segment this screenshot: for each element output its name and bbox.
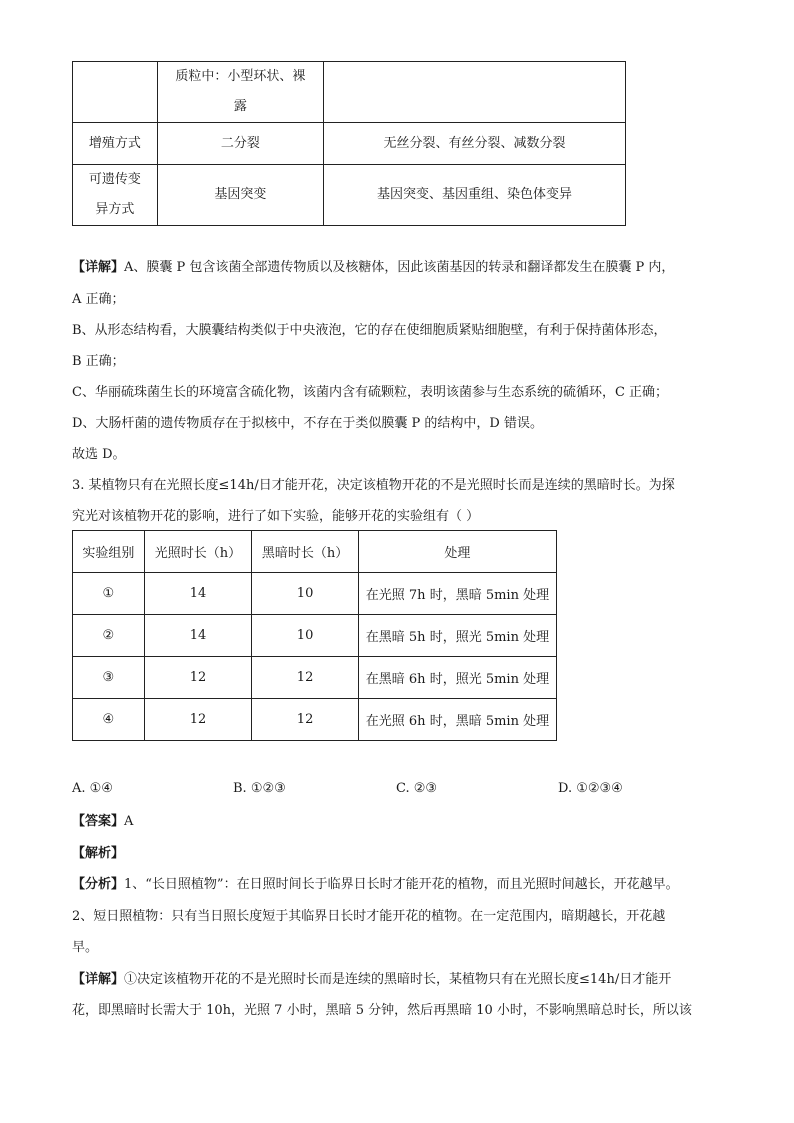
table-cell: [73, 62, 158, 123]
paragraph-line: [72, 971, 671, 989]
table-cell: 14: [144, 615, 252, 657]
column-header: 处理: [358, 531, 556, 573]
table-cell: 在黑暗 5h 时，照光 5min 处理: [358, 615, 556, 657]
table-row: [73, 615, 557, 657]
question-stem: 3. 某植物只有在光照长度≤14h/日才能开花，决定该植物开花的不是光照时长而是连续的黑暗时长。为探: [72, 478, 675, 493]
answer-line: [72, 813, 133, 831]
option-b: B. ①②③: [233, 781, 286, 796]
table-cell: ②: [73, 615, 145, 657]
table-cell: 二分裂: [157, 123, 323, 165]
comparison-table: [72, 61, 626, 226]
answer-label: 【答案】: [72, 814, 125, 829]
table-cell: ③: [73, 657, 145, 699]
cell-text: 露: [233, 99, 247, 114]
column-header: 光照时长（h）: [144, 531, 252, 573]
cell-text: 异方式: [95, 202, 135, 217]
paragraph-line: 花，即黑暗时长需大于 10h，光照 7 小时，黑暗 5 分钟，然后再黑暗 10 小时，不影响黑暗总时长，所以该: [72, 1003, 692, 1018]
table-cell: 在光照 6h 时，黑暗 5min 处理: [358, 699, 556, 741]
paragraph-line: 2、短日照植物：只有当日照长度短于其临界日长时才能开花的植物。在一定范围内，暗期越长，开花越: [72, 909, 666, 924]
table-cell: 12: [252, 699, 359, 741]
cell-text: 可遗传变: [88, 172, 141, 187]
paragraph-line: B、从形态结构看，大膜囊结构类似于中央液泡，它的存在使细胞质紧贴细胞壁，有利于保持菌体形态，: [72, 323, 667, 338]
table-row: [73, 573, 557, 615]
paragraph-text: ①决定该植物开花的不是光照时长而是连续的黑暗时长，某植物只有在光照长度≤14h/日才能开: [124, 972, 672, 987]
table-cell: 12: [252, 657, 359, 699]
table-row: [73, 699, 557, 741]
table-cell: 基因突变: [157, 165, 323, 226]
paragraph-line: 故选 D。: [72, 447, 126, 462]
paragraph-line: [72, 259, 674, 277]
table-row: [73, 165, 626, 226]
table-cell: [157, 62, 323, 123]
table-cell: ④: [73, 699, 145, 741]
option-a: A. ①④: [72, 781, 113, 796]
table-cell: 增殖方式: [73, 123, 158, 165]
table-cell: 在黑暗 6h 时，照光 5min 处理: [358, 657, 556, 699]
table-row: [73, 123, 626, 165]
paragraph-text: A、膜囊 P 包含该菌全部遗传物质以及核糖体，因此该菌基因的转录和翻译都发生在膜囊 P 内，: [124, 260, 675, 275]
table-cell: 无丝分裂、有丝分裂、减数分裂: [324, 123, 626, 165]
table-cell: 12: [144, 657, 252, 699]
table-cell: 在光照 7h 时，黑暗 5min 处理: [358, 573, 556, 615]
table-cell: 基因突变、基因重组、染色体变异: [324, 165, 626, 226]
answer-value: A: [124, 814, 134, 829]
paragraph-line: B 正确；: [72, 354, 125, 369]
paragraph-text: 1、“长日照植物”：在日照时间长于临界日长时才能开花的植物，而且光照时间越长，开花越早。: [124, 877, 679, 892]
section-label: 【分析】: [72, 877, 125, 892]
column-header: 黑暗时长（h）: [252, 531, 359, 573]
paragraph-line: [72, 876, 679, 894]
table-cell: 10: [252, 615, 359, 657]
column-header: 实验组别: [73, 531, 145, 573]
analysis-heading: 【解析】: [72, 846, 125, 861]
table-header-row: [73, 531, 557, 573]
table-cell: 10: [252, 573, 359, 615]
cell-text: 质粒中：小型环状、裸: [175, 69, 306, 84]
table-cell: [324, 62, 626, 123]
table-cell: [73, 165, 158, 226]
table-row: [73, 62, 626, 123]
question-stem: 究光对该植物开花的影响，进行了如下实验，能够开花的实验组有（ ）: [72, 509, 480, 524]
paragraph-line: A 正确；: [72, 292, 125, 307]
paragraph-line: 早。: [72, 940, 99, 955]
section-label: 【详解】: [72, 972, 125, 987]
option-c: C. ②③: [396, 781, 438, 796]
table-cell: ①: [73, 573, 145, 615]
paragraph-line: D、大肠杆菌的遗传物质存在于拟核中，不存在于类似膜囊 P 的结构中，D 错误。: [72, 416, 543, 431]
section-label: 【详解】: [72, 260, 125, 275]
table-row: [73, 657, 557, 699]
paragraph-line: C、华丽硫珠菌生长的环境富含硫化物，该菌内含有硫颗粒，表明该菌参与生态系统的硫循环，C 正确；: [72, 385, 669, 400]
option-d: D. ①②③④: [558, 781, 623, 796]
table-cell: 14: [144, 573, 252, 615]
table-cell: 12: [144, 699, 252, 741]
experiment-table: [72, 530, 557, 741]
